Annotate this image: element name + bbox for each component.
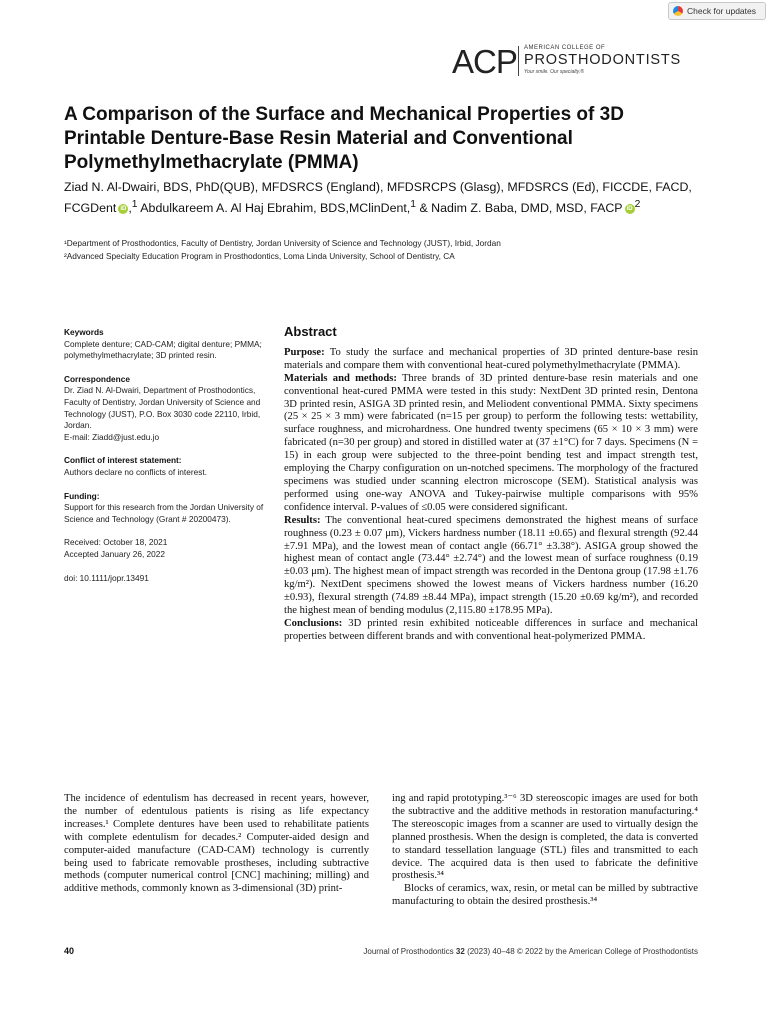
- journal-volume: 32: [455, 947, 465, 956]
- methods-text: Three brands of 3D printed denture-base resin materials and one conventional heat-cured PMMA were tested in this study: NextDent 3D printed resin, Dentona 3D printed resin, ASIGA 3D printed resin, and Meliodent conventional PMMA. Sixty specimens (25 × 25 × 3 mm) were fabricated (n=15 per group) to perform the following tests: wettability, surface roughness, and microhardness. One hundred twenty specimens (65 × 10 × 3 mm) were fabricated (n=30 per group) and stored in distilled water at (37 ±1°C) for 7 days. Specimens (N = 15) in each group were subjected to the three-point bending test and impact strength test, employing the Charpy configuration on un-notched specimens. The morphology of the fractured specimens was studied under scanning electron microscope (SEM). Statistical analysis was performed using one-way ANOVA and Tukey-pairwise multiple comparisons with 95% confidence interval. P-values of ≤0.05 were considered significant.: [284, 372, 698, 513]
- abstract-heading: Abstract: [284, 324, 337, 339]
- affiliation-1: ¹Department of Prosthodontics, Faculty of Dentistry, Jordan University of Science and Technology (JUST), Irbid, Jordan: [64, 238, 501, 248]
- journal-citation: (2023) 40–48 © 2022 by the American College of Prosthodontists: [467, 947, 698, 956]
- author-3-affil: 2: [634, 199, 641, 210]
- body-paragraph-2a: ing and rapid prototyping.³⁻⁶ 3D stereoscopic images are used for both the subtractive and the additive methods in restoration manufacturing.⁴ The stereoscopic images from a scanner are used to virtually design the planned prosthesis. When the design is completed, the data is converted to standard tessellation language (STL) files and transmitted to each device. The acquired data is then used to fabricate the definitive prosthesis.³⁴: [392, 793, 698, 882]
- orcid-icon[interactable]: iD: [120, 205, 127, 212]
- author-2-affil: 1: [410, 199, 416, 210]
- acp-logo: [452, 44, 702, 80]
- logo-org-small: AMERICAN COLLEGE OF: [524, 45, 606, 51]
- correspondence-text: Dr. Ziad N. Al-Dwairi, Department of Prosthodontics, Faculty of Dentistry, Jordan University of Science and Technology (JUST), P.O. Box 3030 code 22110, Irbid, Jordan.: [64, 385, 261, 431]
- author-1: Ziad N. Al-Dwairi, BDS, PhD(QUB), MFDSRCS (England), MFDSRCPS (Glasg), MFDSRCS (Ed), FICCDE, FACD, FCGDent: [64, 180, 692, 216]
- abstract-results: [284, 515, 698, 618]
- funding-text: Support for this research from the Jordan University of Science and Technology (Grant # 20200473).: [64, 502, 264, 524]
- body-column-2: [392, 793, 698, 909]
- journal-name: Journal of Prosthodontics: [363, 947, 454, 956]
- author-list: Ziad N. Al-Dwairi, BDS, PhD(QUB), MFDSRCS (England), MFDSRCPS (Glasg), MFDSRCS (Ed), FICCDE, FACD, FCGDent iD ,$^1$ Abdulkareem A. Al Haj Ebrahim, BDS,MClinDent,$^1$ & Nadim Z. Baba, DMD, MSD, FACP iD $^2$: [64, 180, 692, 216]
- purpose-text: To study the surface and mechanical properties of 3D printed denture-base resin materials and compare them with conventional heat-cured polymethylmethacrylate (PMMA).: [284, 346, 698, 371]
- affiliation-2: ²Advanced Specialty Education Program in Prosthodontics, Loma Linda University, School of Dentistry, CA: [64, 251, 455, 261]
- received-date: Received: October 18, 2021: [64, 537, 168, 548]
- abstract-purpose: [284, 347, 698, 373]
- abstract-methods: [284, 373, 698, 515]
- logo-tagline: Your smile. Our specialty.®: [524, 69, 584, 75]
- update-icon: [673, 6, 683, 16]
- author-3: & Nadim Z. Baba, DMD, MSD, FACP: [419, 201, 623, 216]
- journal-footer: [363, 947, 698, 956]
- logo-divider: [518, 46, 519, 76]
- author-2: Abdulkareem A. Al Haj Ebrahim, BDS,MClinDent,: [140, 201, 411, 216]
- conflict-text: Authors declare no conflicts of interest.: [64, 466, 207, 477]
- logo-mark: ACP: [452, 43, 517, 80]
- check-for-updates-button[interactable]: [668, 2, 766, 20]
- logo-org-big: PROSTHODONTISTS: [524, 52, 682, 68]
- article-title: A Comparison of the Surface and Mechanical Properties of 3D Printable Denture-Base Resin Material and Conventional Polymethylmethacrylate (PMMA): [64, 104, 624, 173]
- abstract-conclusions: [284, 618, 698, 644]
- page-number: 40: [64, 946, 75, 956]
- keywords-heading: Keywords: [64, 327, 104, 337]
- conflict-heading: Conflict of interest statement:: [64, 455, 182, 466]
- check-for-updates-label: Check for updates: [687, 6, 756, 16]
- results-label: Results:: [284, 514, 321, 526]
- correspondence-email[interactable]: E-mail: Ziadd@just.edu.jo: [64, 431, 160, 442]
- conclusions-text: 3D printed resin exhibited noticeable differences in surface and mechanical properties between different brands and with conventional heat-polymerized PMMA.: [284, 617, 698, 642]
- keywords-text: Complete denture; CAD-CAM; digital denture; PMMA; polymethylmethacrylate; 3D printed resin.: [64, 338, 262, 361]
- accepted-date: Accepted January 26, 2022: [64, 548, 166, 559]
- affiliations: [64, 237, 704, 263]
- article-sidebar: [64, 327, 264, 584]
- body-paragraph-2b: Blocks of ceramics, wax, resin, or metal can be milled by subtractive manufacturing to obtain the desired prosthesis.³⁴: [392, 883, 698, 908]
- body-column-1: The incidence of edentulism has decreased in recent years, however, the number of edentulous patients is rising as life expectancy increases.¹ Complete dentures have been used to rehabilitate patients with complete edentulism for decades.² Computer-aided design and computer-aided manufacture (CAD-CAM) technology is currently being used to fabricate removable prostheses, including subtractive methods (computer numerical control [CNC] machining; milling) and additive methods, commonly known as 3-dimensional (3D) print-: [64, 793, 369, 895]
- correspondence-heading: Correspondence: [64, 373, 130, 384]
- results-text: The conventional heat-cured specimens demonstrated the highest means of surface roughness (0.23 ± 0.07 μm), Vickers hardness number (18.11 ±0.65) and flexural strength (92.44 ±7.91 MPa), and the lowest mean of contact angle (66.71° ±3.38°). ASIGA group showed the highest mean of contact angle (73.44° ±2.74°) and the lowest mean of surface roughness (0.19 ±0.03 μm). The highest mean of impact strength was recorded in the Dentona group (17.98 ±1.76 kg/m²). NextDent specimens showed the lowest means of Vickers hardness number (16.20 ±0.93), flexural strength (74.89 ±8.44 MPa), impact strength (15.20 ±0.69 kg/m²), and recorded the highest mean of bending modulus (2,115.80 ±178.95 MPa).: [284, 514, 698, 617]
- doi-link[interactable]: doi: 10.1111/jopr.13491: [64, 572, 149, 583]
- author-1-affil: 1: [131, 199, 138, 210]
- funding-heading: Funding:: [64, 490, 100, 501]
- purpose-label: Purpose:: [284, 346, 325, 358]
- orcid-icon[interactable]: iD: [626, 205, 633, 212]
- methods-label: Materials and methods:: [284, 372, 397, 384]
- abstract: [284, 326, 698, 644]
- conclusions-label: Conclusions:: [284, 617, 343, 629]
